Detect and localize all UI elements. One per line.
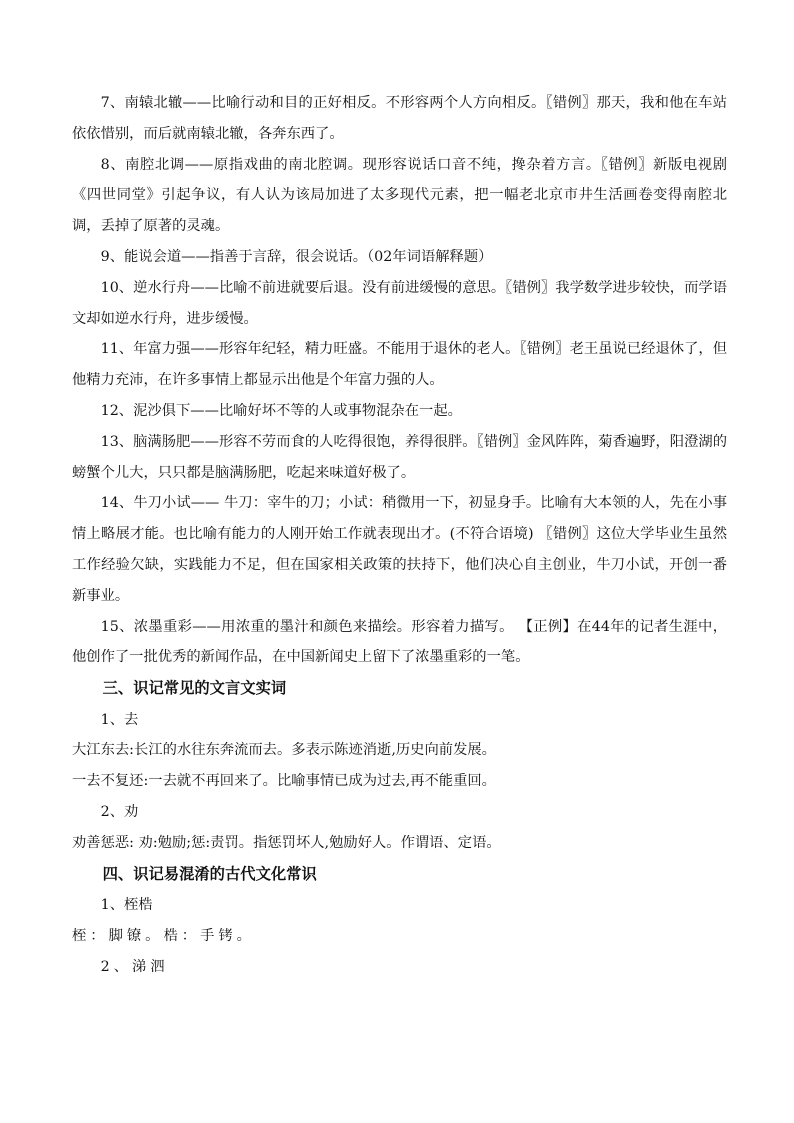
idiom-paragraph: 14、牛刀小试—— 牛刀：宰牛的刀；小试：稍微用一下，初显身手。比喻有大本领的人，先在小事情上略展才能。也比喻有能力的人刚开始工作就表现出才。(不符合语境) 〖错例〗这位大学毕业生虽然工作经验欠缺，实践能力不足，但在国家相关政策的扶持下，他们决心自主创业，牛刀小试，开创一番新事业。 xyxy=(72,495,727,604)
section-heading-3: 三、识记常见的文言文实词 xyxy=(102,679,287,698)
term-definition: 大江东去:长江的水往东奔流而去。多表示陈迹消逝,历史向前发展。 xyxy=(72,742,496,759)
term-heading: 1、去 xyxy=(100,711,139,728)
idiom-paragraph: 9、能说会道——指善于言辞，很会说话。（02年词语解释题） xyxy=(100,248,493,265)
term-definition: 劝善惩恶: 劝:勉励;惩:责罚。指惩罚坏人,勉励好人。作谓语、定语。 xyxy=(72,834,501,851)
idiom-paragraph: 13、脑满肠肥——形容不劳而食的人吃得很饱，养得很胖。〖错例〗金风阵阵，菊香遍野，阳澄湖的螃蟹个儿大，只只都是脑满肠肥，吃起来味道好极了。 xyxy=(72,433,727,481)
idiom-paragraph: 7、南辕北辙——比喻行动和目的正好相反。不形容两个人方向相反。〖错例〗那天，我和他在车站依依惜别，而后就南辕北辙，各奔东西了。 xyxy=(72,95,727,142)
idiom-paragraph: 15、浓墨重彩——用浓重的墨汁和颜色来描绘。形容着力描写。 【正例】在44年的记者生涯中，他创作了一批优秀的新闻作品，在中国新闻史上留下了浓墨重彩的一笔。 xyxy=(72,618,727,666)
term-definition: 一去不复还:一去就不再回来了。比喻事情已成为过去,再不能重回。 xyxy=(72,773,496,790)
term-definition: 桎：脚镣。梏：手铐。 xyxy=(72,927,255,944)
idiom-paragraph: 10、逆水行舟——比喻不前进就要后退。没有前进缓慢的意思。〖错例〗我学数学进步较快，而学语文却如逆水行舟，进步缓慢。 xyxy=(72,279,727,327)
term-heading: 2、涕泗 xyxy=(100,958,169,975)
section-heading-4: 四、识记易混淆的古代文化常识 xyxy=(102,864,317,883)
term-heading: 1、桎梏 xyxy=(100,897,153,914)
idiom-paragraph: 12、泥沙俱下——比喻好坏不等的人或事物混杂在一起。 xyxy=(100,402,462,419)
document-page xyxy=(72,88,727,983)
idiom-paragraph: 8、南腔北调——原指戏曲的南北腔调。现形容说话口音不纯，搀杂着方言。〖错例〗新版电视剧《四世同堂》引起争议，有人认为该局加进了太多现代元素，把一幅老北京市井生活画卷变得南腔北调，丢掉了原著的灵魂。 xyxy=(72,156,727,235)
idiom-paragraph: 11、年富力强——形容年纪轻，精力旺盛。不能用于退休的老人。〖错例〗老王虽说已经退休了，但他精力充沛，在许多事情上都显示出他是个年富力强的人。 xyxy=(72,341,727,389)
term-heading: 2、劝 xyxy=(100,804,139,821)
